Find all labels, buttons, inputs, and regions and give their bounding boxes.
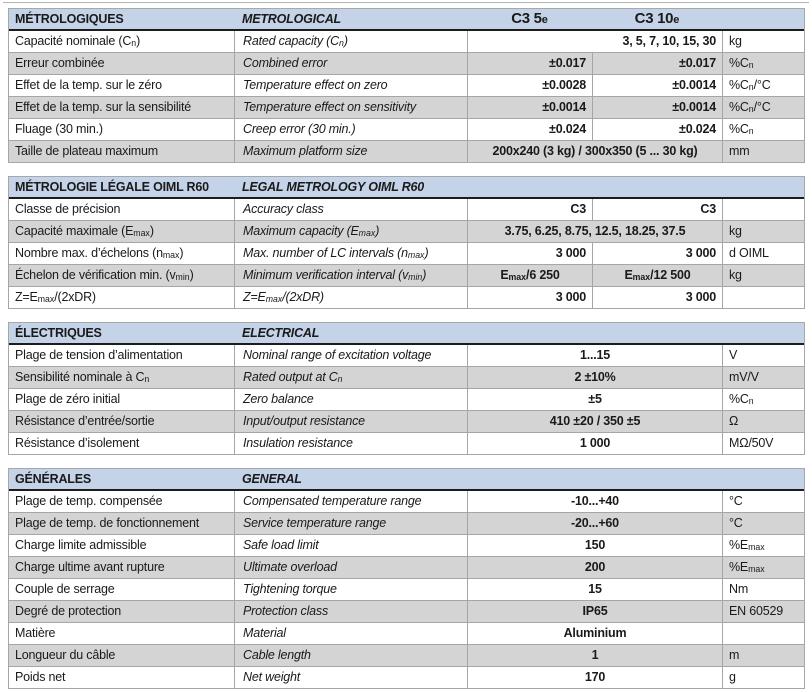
- value-cell: -20...+60: [467, 513, 722, 534]
- unit-cell: kg: [722, 265, 804, 286]
- row-label-en: Net weight: [234, 667, 467, 688]
- row-label-fr: Longueur du câble: [15, 648, 116, 662]
- unit-cell: d OIML: [722, 243, 804, 264]
- row-label-fr: Sensibilité nominale à $C_n$: [15, 370, 150, 384]
- row-label-en: Temperature effect on zero: [234, 75, 467, 96]
- unit-cell: EN 60529: [722, 601, 804, 622]
- table-row: [9, 199, 804, 221]
- column-header-c3-10e: C3 10e: [634, 10, 680, 27]
- row-label-en: Zero balance: [234, 389, 467, 410]
- row-label-fr: Degré de protection: [15, 604, 121, 618]
- section-title-en: LEGAL METROLOGY OIML R60: [242, 180, 425, 194]
- table-row: [9, 513, 804, 535]
- value-cell-c3-5e: ±0.017: [467, 53, 592, 74]
- row-label-en: Protection class: [234, 601, 467, 622]
- table-row: [9, 579, 804, 601]
- spec-section-metrological: [8, 8, 805, 163]
- row-label-fr: Taille de plateau maximum: [15, 144, 158, 158]
- value-cell: 3, 5, 7, 10, 15, 30: [467, 31, 722, 52]
- row-label-en: Insulation resistance: [234, 433, 467, 454]
- value-cell-c3-5e: ±0.0014: [467, 97, 592, 118]
- value-cell: 1: [467, 645, 722, 666]
- table-row: [9, 623, 804, 645]
- section-header: [9, 322, 804, 345]
- value-cell-c3-5e: ±0.0028: [467, 75, 592, 96]
- row-label-en: Rated output at $C_n$: [234, 367, 467, 388]
- row-label-fr: Plage de tension d’alimentation: [15, 348, 183, 362]
- table-row: [9, 411, 804, 433]
- unit-cell: [722, 199, 804, 220]
- unit-cell: m: [722, 645, 804, 666]
- value-cell-c3-5e: ±0.024: [467, 119, 592, 140]
- value-cell-c3-5e: C3: [467, 199, 592, 220]
- table-row: [9, 53, 804, 75]
- unit-cell: MΩ/50V: [722, 433, 804, 454]
- table-row: [9, 141, 804, 163]
- row-label-en: Nominal range of excitation voltage: [234, 345, 467, 366]
- value-cell: 1 000: [467, 433, 722, 454]
- unit-cell: Nm: [722, 579, 804, 600]
- unit-cell: kg: [722, 221, 804, 242]
- value-cell-c3-5e: 3 000: [467, 287, 592, 308]
- row-label-fr: Erreur combinée: [15, 56, 105, 70]
- row-label-fr: Capacité nominale $(C_n)$: [15, 34, 141, 48]
- unit-cell: $\%C_n/^\circ C$: [722, 97, 804, 118]
- unit-cell: $\%E_{max}$: [722, 535, 804, 556]
- value-cell-c3-10e: ±0.024: [592, 119, 722, 140]
- row-label-en: Max. number of LC intervals $(n_{max})$: [234, 243, 467, 264]
- table-row: [9, 243, 804, 265]
- row-label-fr: Charge ultime avant rupture: [15, 560, 165, 574]
- value-cell-c3-5e: 3 000: [467, 243, 592, 264]
- spec-table: [8, 8, 805, 689]
- value-cell: 15: [467, 579, 722, 600]
- row-label-en: Safe load limit: [234, 535, 467, 556]
- value-cell-c3-5e: $E_{max}/6$ 250: [467, 265, 592, 286]
- row-label-en: Cable length: [234, 645, 467, 666]
- row-label-en: Service temperature range: [234, 513, 467, 534]
- value-cell: -10...+40: [467, 491, 722, 512]
- row-label-en: Ultimate overload: [234, 557, 467, 578]
- row-label-en: Tightening torque: [234, 579, 467, 600]
- value-cell-c3-10e: 3 000: [592, 243, 722, 264]
- table-row: [9, 433, 804, 455]
- value-cell-c3-10e: C3: [592, 199, 722, 220]
- row-label-fr: Résistance d’entrée/sortie: [15, 414, 155, 428]
- unit-cell: V: [722, 345, 804, 366]
- table-row: [9, 221, 804, 243]
- value-cell: 170: [467, 667, 722, 688]
- row-label-fr: Plage de temp. de fonctionnement: [15, 516, 200, 530]
- table-row: [9, 389, 804, 411]
- table-row: [9, 557, 804, 579]
- row-label-en: $Z=E_{max}/(2xDR)$: [234, 287, 467, 308]
- unit-cell: [722, 623, 804, 644]
- row-label-fr: Plage de temp. compensée: [15, 494, 163, 508]
- table-row: [9, 645, 804, 667]
- section-title-en: ELECTRICAL: [242, 326, 320, 340]
- unit-cell: $\%C_n$: [722, 53, 804, 74]
- row-label-fr: Couple de serrage: [15, 582, 115, 596]
- row-label-fr: Échelon de vérification min. $(v_{min})$: [15, 268, 194, 282]
- unit-cell: mm: [722, 141, 804, 162]
- unit-cell: $\%C_n$: [722, 389, 804, 410]
- value-cell: 150: [467, 535, 722, 556]
- unit-cell: °C: [722, 513, 804, 534]
- table-row: [9, 345, 804, 367]
- unit-cell: $\%E_{max}$: [722, 557, 804, 578]
- section-title-fr: MÉTROLOGIE LÉGALE OIML R60: [15, 180, 209, 194]
- value-cell: 3.75, 6.25, 8.75, 12.5, 18.25, 37.5: [467, 221, 722, 242]
- table-row: [9, 265, 804, 287]
- section-header: [9, 176, 804, 199]
- row-label-fr: Classe de précision: [15, 202, 121, 216]
- unit-cell: $\%C_n$: [722, 119, 804, 140]
- section-title-fr: MÉTROLOGIQUES: [15, 12, 124, 26]
- table-row: [9, 667, 804, 689]
- row-label-en: Maximum platform size: [234, 141, 467, 162]
- value-cell: 1...15: [467, 345, 722, 366]
- row-label-fr: Capacité maximale $(E_{max})$: [15, 224, 154, 238]
- value-cell-c3-10e: ±0.0014: [592, 75, 722, 96]
- table-row: [9, 31, 804, 53]
- section-title-en: METROLOGICAL: [242, 12, 341, 26]
- header-unit-spacer: [722, 9, 804, 29]
- unit-cell: Ω: [722, 411, 804, 432]
- datasheet-page: [0, 2, 812, 689]
- table-row: [9, 75, 804, 97]
- column-header-c3-5e: C3 5e: [511, 10, 548, 27]
- table-row: [9, 601, 804, 623]
- unit-cell: kg: [722, 31, 804, 52]
- row-label-fr: Matière: [15, 626, 56, 640]
- row-label-en: Maximum capacity $(E_{max})$: [234, 221, 467, 242]
- spec-section-legal-metrology: [8, 176, 805, 309]
- value-cell: Aluminium: [467, 623, 722, 644]
- spec-section-electrical: [8, 322, 805, 455]
- row-label-en: Input/output resistance: [234, 411, 467, 432]
- row-label-en: Creep error (30 min.): [234, 119, 467, 140]
- value-cell: 2 ±10%: [467, 367, 722, 388]
- unit-cell: g: [722, 667, 804, 688]
- row-label-en: Minimum verification interval $(v_{min})$: [234, 265, 467, 286]
- row-label-fr: Résistance d’isolement: [15, 436, 140, 450]
- row-label-en: Compensated temperature range: [234, 491, 467, 512]
- value-cell: ±5: [467, 389, 722, 410]
- row-label-fr: Fluage (30 min.): [15, 122, 103, 136]
- table-row: [9, 367, 804, 389]
- row-label-en: Temperature effect on sensitivity: [234, 97, 467, 118]
- row-label-en: Accuracy class: [234, 199, 467, 220]
- table-row: [9, 287, 804, 309]
- row-label-fr: Effet de la temp. sur la sensibilité: [15, 100, 191, 114]
- spec-section-general: [8, 468, 805, 689]
- row-label-fr: Plage de zéro initial: [15, 392, 120, 406]
- section-title-fr: ÉLECTRIQUES: [15, 326, 102, 340]
- value-cell: 200: [467, 557, 722, 578]
- row-label-fr: $Z=E_{max}/(2xDR)$: [15, 290, 96, 304]
- unit-cell: °C: [722, 491, 804, 512]
- section-title-en: GENERAL: [242, 472, 302, 486]
- row-label-fr: Nombre max. d’échelons $(n_{max})$: [15, 246, 184, 260]
- value-cell-c3-10e: 3 000: [592, 287, 722, 308]
- table-row: [9, 491, 804, 513]
- row-label-fr: Charge limite admissible: [15, 538, 147, 552]
- value-cell: 410 ±20 / 350 ±5: [467, 411, 722, 432]
- unit-cell: $\%C_n/^\circ C$: [722, 75, 804, 96]
- row-label-en: Combined error: [234, 53, 467, 74]
- value-cell: 200x240 (3 kg) / 300x350 (5 ... 30 kg): [467, 141, 722, 162]
- section-title-fr: GÉNÉRALES: [15, 472, 91, 486]
- value-cell: IP65: [467, 601, 722, 622]
- row-label-fr: Effet de la temp. sur le zéro: [15, 78, 162, 92]
- unit-cell: [722, 287, 804, 308]
- value-cell-c3-10e: $E_{max}/12$ 500: [592, 265, 722, 286]
- unit-cell: mV/V: [722, 367, 804, 388]
- value-cell-c3-10e: ±0.017: [592, 53, 722, 74]
- value-cell-c3-10e: ±0.0014: [592, 97, 722, 118]
- row-label-fr: Poids net: [15, 670, 66, 684]
- table-row: [9, 97, 804, 119]
- table-row: [9, 535, 804, 557]
- row-label-en: Rated capacity $(C_n)$: [234, 31, 467, 52]
- row-label-en: Material: [234, 623, 467, 644]
- section-header: [9, 8, 804, 31]
- table-row: [9, 119, 804, 141]
- section-header: [9, 468, 804, 491]
- top-rule: [3, 2, 809, 3]
